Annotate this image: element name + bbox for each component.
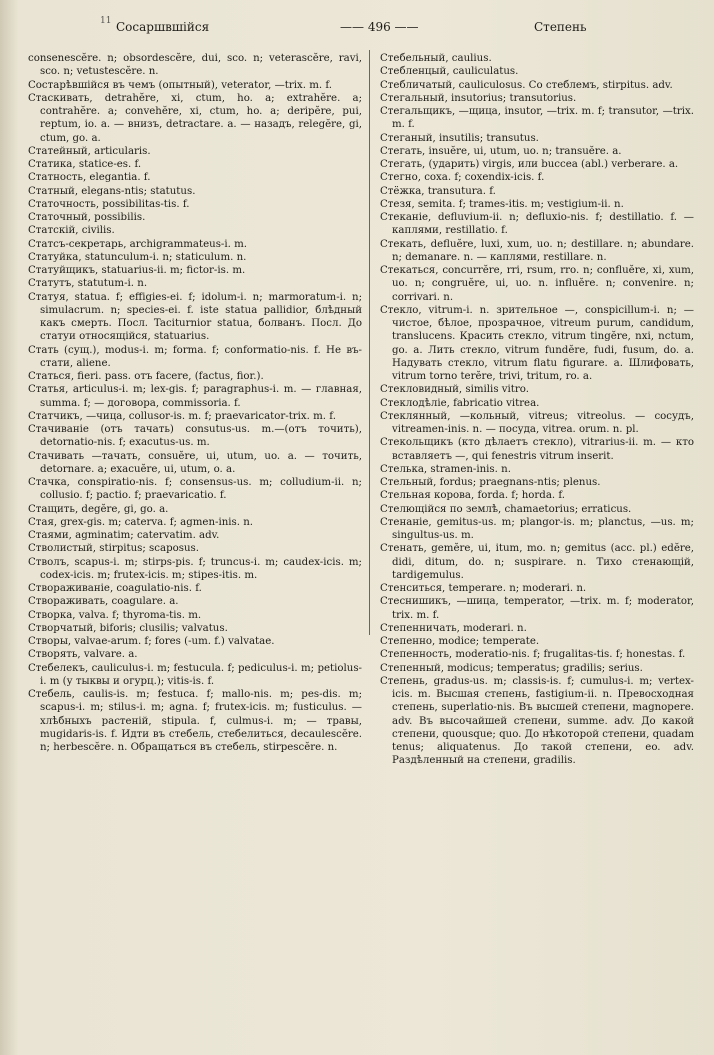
column-divider <box>369 50 370 635</box>
dictionary-entry: Стаскивать, detrahĕre, xi, ctum, ho. a; extrahĕre. a; contrahĕre. a; convehĕre, xi, ctum, ho. a; deripĕre, pui, reptum, io. a. — внизъ, detractare. a. — назадъ, relegĕre, gi, ctum, go. a. <box>28 92 362 144</box>
dictionary-entry: Створять, valvare. a. <box>28 649 138 661</box>
dictionary-entry: Стегать, insuĕre, ui, utum, uo. n; transuĕre. a. <box>380 145 622 157</box>
dictionary-entry: Стезя, semita. f; trames-itis. m; vestigium-ii. n. <box>380 198 624 210</box>
dictionary-entry: Стаями, agminatim; catervatim. adv. <box>28 530 220 541</box>
dictionary-entry: Статика, statice-es. f. <box>28 159 142 170</box>
dictionary-entry: Статскій, civilis. <box>28 225 115 237</box>
dictionary-entry: Статочный, possibilis. <box>28 212 146 223</box>
dictionary-entry: Створка, valva. f; thyroma-tis. m. <box>28 609 202 621</box>
dictionary-entry: Створчатый, biforis; clusilis; valvatus. <box>28 622 228 634</box>
dictionary-entry: Стебелекъ, cauliculus-i. m; festucula. f; pediculus-i. m; petiolus-i. m (у тыквы и огурц.); vitis-is. f. <box>28 662 362 687</box>
dictionary-entry: Стекольщикъ (кто дѣлаетъ стекло), vitrarius-ii. m. — кто вставляетъ —, qui fenestris vitrum inserit. <box>380 437 694 462</box>
dictionary-entry: Стая, grex-gis. m; caterva. f; agmen-inis. n. <box>28 516 254 528</box>
running-head-left: Сосаршвшійся <box>116 20 210 34</box>
right-column <box>380 52 694 768</box>
dictionary-entry: Статуя, statua. f; effigies-ei. f; idolum-i. n; marmoratum-i. n; simulacrum. n; species-ei. f. iste statua pallidior, блѣдный какъ смерть. Посл. Taciturnior statua, болванъ. Посл. До статуи относящійся, statuarius. <box>28 291 362 343</box>
dictionary-entry: Стельная корова, forda. f; horda. f. <box>380 490 566 502</box>
page-header <box>0 16 714 38</box>
page-number: —— 496 —— <box>340 20 419 34</box>
top-mark: 11 <box>100 16 112 26</box>
dictionary-entry: Створаживать, coagulare. a. <box>28 596 179 608</box>
dictionary-entry: Стеганый, insutilis; transutus. <box>380 132 539 144</box>
dictionary-entry: Стекать, defluĕre, luxi, xum, uo. n; destillare. n; abundare. n; demanare. n. — каплями, restillare. n. <box>380 238 694 263</box>
dictionary-entry: Стенситься, temperare. n; moderari. n. <box>380 583 587 594</box>
dictionary-entry: Стенать, gemĕre, ui, itum, mo. n; gemitus (acc. pl.) edĕre, didi, ditum, do. n; suspirare. n. Тихо стенающій, tardigemulus. <box>380 543 694 581</box>
dictionary-entry: Статность, elegantia. f. <box>28 172 151 184</box>
dictionary-entry: Стельный, fordus; praegnans-ntis; plenus. <box>380 477 601 488</box>
dictionary-entry: Состарѣвшійся въ чемъ (опытный), veterator, —trix. m. f. <box>28 79 332 91</box>
dictionary-entry: Стволистый, stirpitus; scaposus. <box>28 543 199 555</box>
dictionary-entry: Стегать, (ударить) virgis, или buccea (abl.) verberare. a. <box>380 159 679 170</box>
dictionary-entry: Степенность, moderatio-nis. f; frugalitas-tis. f; honestas. f. <box>380 649 686 661</box>
left-column <box>28 52 362 754</box>
dictionary-entry: Стебличатый, cauliculosus. Со стеблемъ, stirpitus. adv. <box>380 79 673 91</box>
dictionary-entry: Стеснишикъ, —шица, temperator, —trix. m. f; moderator, trix. m. f. <box>380 596 694 621</box>
dictionary-entry: Стеклодѣліе, fabricatio vitrea. <box>380 397 540 409</box>
dictionary-entry: Створы, valvae-arum. f; fores (-um. f.) valvatae. <box>28 636 275 647</box>
dictionary-entry: Стебельный, caulius. <box>380 53 492 64</box>
dictionary-entry: Стекловидный, similis vitro. <box>380 384 529 396</box>
dictionary-entry: Статный, elegans-ntis; statutus. <box>28 185 196 197</box>
dictionary-entry: Стенаніе, gemitus-us. m; plangor-is. m; planctus, —us. m; singultus-us. m. <box>380 516 694 541</box>
dictionary-entry: Стекаться, concurrĕre, rri, rsum, rro. n; confluĕre, xi, xum, uo. n; congruĕre, ui, uo. n. influĕre. n; convenire. n; corrivari. n. <box>380 265 694 303</box>
dictionary-entry: Степенный, modicus; temperatus; gradilis; serius. <box>380 662 643 674</box>
dictionary-entry: Стать (сущ.), modus-i. m; forma. f; conformatio-nis. f. Не въ-стати, aliene. <box>28 344 362 369</box>
dictionary-entry: Стелющійся по землѣ, chamaetorius; erraticus. <box>380 503 632 515</box>
dictionary-entry: Степенничать, moderari. n. <box>380 622 527 634</box>
dictionary-entry: Стебленцый, cauliculatus. <box>380 66 519 78</box>
dictionary-entry: Статейный, articularis. <box>28 145 151 157</box>
dictionary-entry: Статочность, possibilitas-tis. f. <box>28 198 190 210</box>
dictionary-entry: consenescĕre. n; obsordescĕre, dui, sco. n; veterascĕre, ravi, sco. n; vetustescĕre. n. <box>28 53 362 78</box>
dictionary-entry: Стволъ, scapus-i. m; stirps-pis. f; truncus-i. m; caudex-icis. m; codex-icis. m; frutex-icis. m; stipes-itis. m. <box>28 556 362 581</box>
dictionary-entry: Стеклянный, —кольный, vitreus; vitreolus. — сосудъ, vitreamen-inis. n. — посуда, vitrea. orum. n. pl. <box>380 410 694 435</box>
dictionary-entry: Статчикъ, —чица, collusor-is. m. f; praevaricator-trix. m. f. <box>28 410 336 422</box>
dictionary-entry: Стекло, vitrum-i. n. зрительное —, conspicillum-i. n; — чистое, бѣлое, прозрачное, vitreum purum, candidum, translucens. Красить стекло, vitrum tingĕre, nxi, nctum, go. a. Лить стекло, vitrum fundĕre, fudi, fusum, do. a. Надувать стекло, vitrum flatu figurare. a. Шлифовать, vitrum torno terĕre, trivi, tritum, ro. a. <box>380 304 694 382</box>
dictionary-entry: Статья, articulus-i. m; lex-gis. f; paragraphus-i. m. — главная, summa. f; — договора, commissoria. f. <box>28 384 362 409</box>
dictionary-entry: Стёжка, transutura. f. <box>380 185 496 197</box>
dictionary-entry: Стегальщикъ, —щица, insutor, —trix. m. f; transutor, —trix. m. f. <box>380 106 694 131</box>
dictionary-entry: Стелька, stramen-inis. n. <box>380 463 511 475</box>
dictionary-entry: Степень, gradus-us. m; classis-is. f; cumulus-i. m; vertex-icis. m. Высшая степень, fastigium-ii. n. Превосходная степень, superlatio-nis. Въ высшей степени, magnopere. adv. Въ высочайшей степени, summe. adv. До какой степени, quousque; quo. До нѣкоторой степени, quadam tenus; aliquatenus. До такой степени, eo. adv. Раздѣленный на степени, gradilis. <box>380 675 694 767</box>
dictionary-entry: Стеканіе, defluvium-ii. n; defluxio-nis. f; destillatio. f. — каплями, restillatio. f. <box>380 212 694 237</box>
dictionary-entry: Степенно, modice; temperate. <box>380 636 540 647</box>
dictionary-entry: Статься, fieri. pass. отъ facere, (factus, fior.). <box>28 371 264 382</box>
running-head-right: Степень <box>534 20 587 34</box>
dictionary-entry: Стащить, degĕre, gi, go. a. <box>28 503 169 515</box>
dictionary-entry: Створаживаніе, coagulatio-nis. f. <box>28 583 202 594</box>
dictionary-entry: Стегальный, insutorius; transutorius. <box>380 92 577 104</box>
dictionary-entry: Стебель, caulis-is. m; festuca. f; mallo-nis. m; pes-dis. m; scapus-i. m; stilus-i. m; agna. f; frutex-icis. m; fusticulus. — хлѣбныхъ растеній, stipula. f, culmus-i. m; — травы, mugidaris-is. f. Идти въ стебель, стебелиться, decaulescĕre. n; herbescĕre. n. Обращаться въ стебель, stirpescĕre. n. <box>28 689 362 753</box>
dictionary-entry: Стачивать —тачать, consuĕre, ui, utum, uo. a. — точить, detornare. a; exacuĕre, ui, utum, o. a. <box>28 450 362 475</box>
dictionary-entry: Статутъ, statutum-i. n. <box>28 278 148 290</box>
dictionary-entry: Стегно, coxa. f; coxendix-icis. f. <box>380 172 545 184</box>
dictionary-entry: Стачка, conspiratio-nis. f; consensus-us. m; colludium-ii. n; collusio. f; pactio. f; praevaricatio. f. <box>28 477 362 502</box>
dictionary-entry: Стачиваніе (отъ тачать) consutus-us. m.—(отъ точить), detornatio-nis. f; exacutus-us. m. <box>28 424 362 449</box>
dictionary-entry: Статуйка, statunculum-i. n; staticulum. n. <box>28 251 247 263</box>
dictionary-entry: Статсъ-секретарь, archigrammateus-i. m. <box>28 238 247 250</box>
dictionary-entry: Статуйщикъ, statuarius-ii. m; fictor-is. m. <box>28 265 246 276</box>
